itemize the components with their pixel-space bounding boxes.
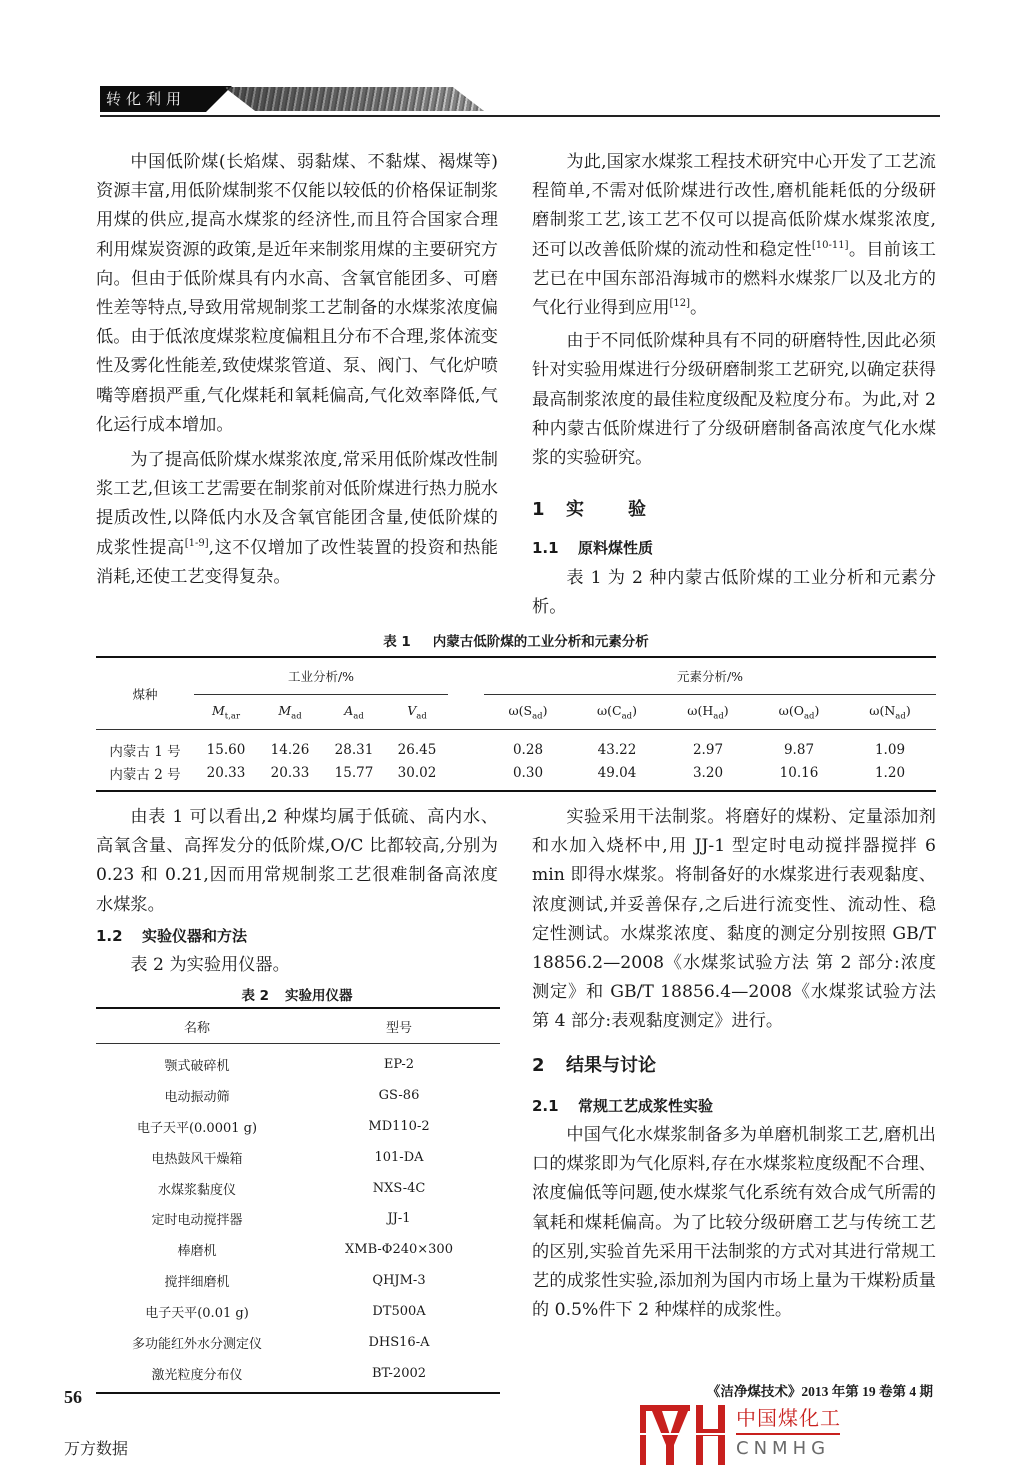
instrument-model: MD110-2 — [368, 1118, 430, 1134]
instrument-name: 电热鼓风干燥箱 — [151, 1151, 243, 1167]
right-column-lower — [532, 803, 936, 1325]
table1-cell: 9.87 — [783, 741, 815, 758]
table1-coal-name: 内蒙古 1 号 — [109, 743, 181, 760]
table1-group-elemental: 元素分析/% — [676, 669, 744, 684]
instrument-model: 101-DA — [374, 1149, 424, 1165]
instrument-model: EP-2 — [383, 1056, 415, 1072]
table1-cell: 43.22 — [597, 741, 637, 758]
table1-group-industrial: 工业分析/% — [287, 669, 355, 684]
right-column-top — [532, 148, 936, 622]
table1-cell: 14.26 — [270, 741, 310, 758]
table2-row — [96, 1080, 500, 1111]
section-heading-2: 2 结果与讨论 — [532, 1054, 656, 1076]
watermark-logo — [640, 1405, 940, 1465]
section-tag: 转化利用 — [100, 86, 206, 112]
running-header — [100, 86, 940, 120]
table1-cell: 30.02 — [397, 764, 437, 781]
page-number: 56 — [64, 1387, 82, 1407]
paragraph: 为了提高低阶煤水煤浆浓度,常采用低阶煤改性制浆工艺,但该工艺需要在制浆前对低阶煤进行热力脱水提质改性,以降低内水及含氧官能团含量,使低阶煤的成浆性提高[1-9],这不仅增加了改性装置的投资和热能消耗,还使工艺变得复杂。 — [96, 450, 498, 587]
journal-info: 《洁净煤技术》2013 年第 19 卷第 4 期 — [706, 1384, 933, 1399]
table2-row — [96, 1358, 500, 1393]
paragraph: 由表 1 可以看出,2 种煤均属于低硫、高内水、高氧含量、高挥发分的低阶煤,O/C 比都较高,分别为 0.23 和 0.21,因而用常规制浆工艺很难制备高浓度水煤浆。 — [96, 807, 498, 915]
table1-cell: 10.16 — [779, 764, 819, 781]
instrument-model: GS-86 — [378, 1087, 420, 1103]
instrument-model: NXS-4C — [372, 1180, 426, 1196]
table2-row — [96, 1142, 500, 1173]
table2-row — [96, 1044, 500, 1080]
instrument-name: 电动振动筛 — [164, 1089, 230, 1105]
table1-column-header: $\omega(O_{ad})$ — [754, 695, 844, 730]
instrument-name: 电子天平(0.01 g) — [145, 1306, 249, 1322]
paragraph: 由于不同低阶煤种具有不同的研磨特性,因此必须针对实验用煤进行分级研磨制浆工艺研究,以确定获得最高制浆浓度的最佳粒度级配及粒度分布。为此,对 2 种内蒙古低阶煤进行了分级研磨制备高浓度气化水煤浆的实验研究。 — [532, 331, 936, 469]
instrument-model: XMB-Φ240×300 — [345, 1242, 453, 1258]
mh-logo-icon — [640, 1405, 725, 1465]
obscured-text: 量为干煤粉质量的 0.5% — [532, 1271, 936, 1321]
table1-cell: 0.28 — [512, 741, 544, 758]
table1-column-header: $\omega(H_{ad})$ — [662, 695, 754, 730]
source-label: 万方数据 — [64, 1439, 129, 1458]
paragraph: 表 2 为实验用仪器。 — [130, 955, 290, 976]
table2-row — [96, 1265, 500, 1296]
paragraph: 中国气化水煤浆制备多为单磨机制浆工艺,磨机出口的煤浆即为气化原料,存在水煤浆粒度级配不合理、浓度偏低等问题,使水煤浆气化系统有效合成气所需的氧耗和煤耗偏高。为了比较分级研磨工艺与传统工艺的区别,实验首先采用干法制浆的方式对其进行常规工艺的成浆性实验,添加剂为国内市场上量为干煤粉质量的 0.5%件下 2 种煤样的成浆性。 — [532, 1125, 936, 1321]
table2 — [96, 1007, 500, 1394]
table1-cell: 26.45 — [397, 741, 437, 758]
table1-cell: 2.97 — [692, 741, 724, 758]
table1-cell: 1.09 — [874, 741, 906, 758]
table1-column-header: $V_{ad}$ — [386, 695, 448, 730]
instrument-model: BT-2002 — [298, 1358, 500, 1393]
watermark-name-cn: 中国煤化工 — [736, 1406, 841, 1430]
table1-row — [96, 738, 936, 761]
table1-cell: 49.04 — [597, 764, 637, 781]
instrument-model: DT500A — [372, 1304, 426, 1320]
table1-cell: 3.20 — [692, 764, 724, 781]
table1-column-header: $\omega(N_{ad})$ — [844, 695, 936, 730]
paragraph: 为此,国家水煤浆工程技术研究中心开发了工艺流程简单,不需对低阶煤进行改性,磨机能耗低的分级研磨制浆工艺,该工艺不仅可以提高低阶煤水煤浆浓度,还可以改善低阶煤的流动性和稳定性[10-11]。目前该工艺已在中国东部沿海城市的燃料水煤浆厂以及北方的气化行业得到应用[12]。 — [532, 152, 936, 319]
instrument-name: 电子天平(0.0001 g) — [136, 1120, 258, 1136]
table1-caption: 表 1 内蒙古低阶煤的工业分析和元素分析 — [383, 634, 649, 650]
table1-cell: 0.30 — [512, 764, 544, 781]
left-column-top — [96, 148, 498, 592]
table1-cell: 20.33 — [206, 764, 246, 781]
table1 — [96, 656, 936, 792]
table1-cell: 15.60 — [206, 741, 246, 758]
instrument-model: QHJM-3 — [372, 1273, 426, 1289]
section-heading-1-1: 1.1 原料煤性质 — [532, 539, 654, 558]
table1-column-gap — [448, 695, 484, 730]
paragraph: 中国低阶煤(长焰煤、弱黏煤、不黏煤、褐煤等)资源丰富,用低阶煤制浆不仅能以较低的价格保证制浆用煤的供应,提高水煤浆的经济性,而且符合国家合理利用煤炭资源的政策,是近年来制浆用煤的主要研究方向。但由于低阶煤具有内水高、含氧官能团多、可磨性差等特点,导致用常规制浆工艺制备的水煤浆浓度偏低。由于低浓度煤浆粒度偏粗且分布不合理,浆体流变性及雾化性能差,致使煤浆管道、泵、阀门、气化炉喷嘴等磨损严重,气化煤耗和氧耗偏高,气化效率降低,气化运行成本增加。 — [96, 152, 498, 435]
instrument-name: 水煤浆黏度仪 — [157, 1182, 236, 1198]
table2-row — [96, 1173, 500, 1204]
section-heading-1: 1 实 验 — [532, 499, 646, 521]
table1-column-header: $A_{ad}$ — [322, 695, 386, 730]
instrument-name: 搅拌细磨机 — [164, 1275, 230, 1291]
watermark-underline — [736, 1433, 840, 1435]
left-column-middle — [96, 803, 498, 980]
section-heading-1-2: 1.2 实验仪器和方法 — [96, 926, 248, 945]
instrument-name: 多功能红外水分测定仪 — [131, 1336, 262, 1352]
citation[interactable]: [10-11] — [811, 239, 849, 251]
table1-row — [96, 761, 936, 784]
citation[interactable]: [12] — [669, 298, 691, 310]
table1-column-header: $M_{t,ar}$ — [194, 695, 258, 730]
paragraph: 表 1 为 2 种内蒙古低阶煤的工业分析和元素分析。 — [532, 567, 936, 617]
table1-cell: 1.20 — [874, 764, 906, 781]
table2-row — [96, 1111, 500, 1142]
table2-header-name: 名称 — [96, 1008, 298, 1044]
section-heading-2-1: 2.1 常规工艺成浆性实验 — [532, 1096, 714, 1115]
header-rule — [100, 115, 940, 117]
instrument-name: 棒磨机 — [177, 1244, 217, 1260]
table1-cell: 20.33 — [270, 764, 310, 781]
table1-cell: 28.31 — [334, 741, 374, 758]
table1-column-header: $M_{ad}$ — [258, 695, 322, 730]
header-brush-decoration — [224, 87, 484, 111]
paragraph: 实验采用干法制浆。将磨好的煤粉、定量添加剂和水加入烧杯中,用 JJ-1 型定时电动搅拌器搅拌 6 min 即得水煤浆。将制备好的水煤浆进行表观黏度、浓度测试,并妥善保存,之后进行流变性、流动性、稳定性测试。水煤浆浓度、黏度的测定分别按照 GB/T 18856.2—2008《水煤浆试验方法 第 2 部分:浓度测定》和 GB/T 18856.4—2008《水煤浆试验方法 第 4 部分:表观黏度测定》进行。 — [532, 807, 936, 1032]
table2-row — [96, 1234, 500, 1265]
table2-row — [96, 1296, 500, 1327]
instrument-model: DHS16-A — [368, 1334, 430, 1350]
table1-row-header: 煤种 — [96, 658, 194, 730]
table1-column-header: $\omega(S_{ad})$ — [484, 695, 572, 730]
table1-column-header: $\omega(C_{ad})$ — [572, 695, 662, 730]
table2-caption: 表 2 实验用仪器 — [241, 988, 353, 1004]
table2-header-model: 型号 — [298, 1008, 500, 1044]
instrument-name: 激光粒度分布仪 — [96, 1358, 298, 1393]
instrument-model: JJ-1 — [387, 1211, 411, 1227]
instrument-name: 定时电动搅拌器 — [151, 1213, 243, 1229]
instrument-name: 颚式破碎机 — [164, 1058, 230, 1074]
table1-cell: 15.77 — [334, 764, 374, 781]
watermark-name-en: CNMHG — [736, 1438, 831, 1459]
citation[interactable]: [1-9] — [184, 537, 209, 549]
table1-coal-name: 内蒙古 2 号 — [109, 766, 181, 783]
table2-row — [96, 1327, 500, 1358]
table2-row — [96, 1203, 500, 1234]
